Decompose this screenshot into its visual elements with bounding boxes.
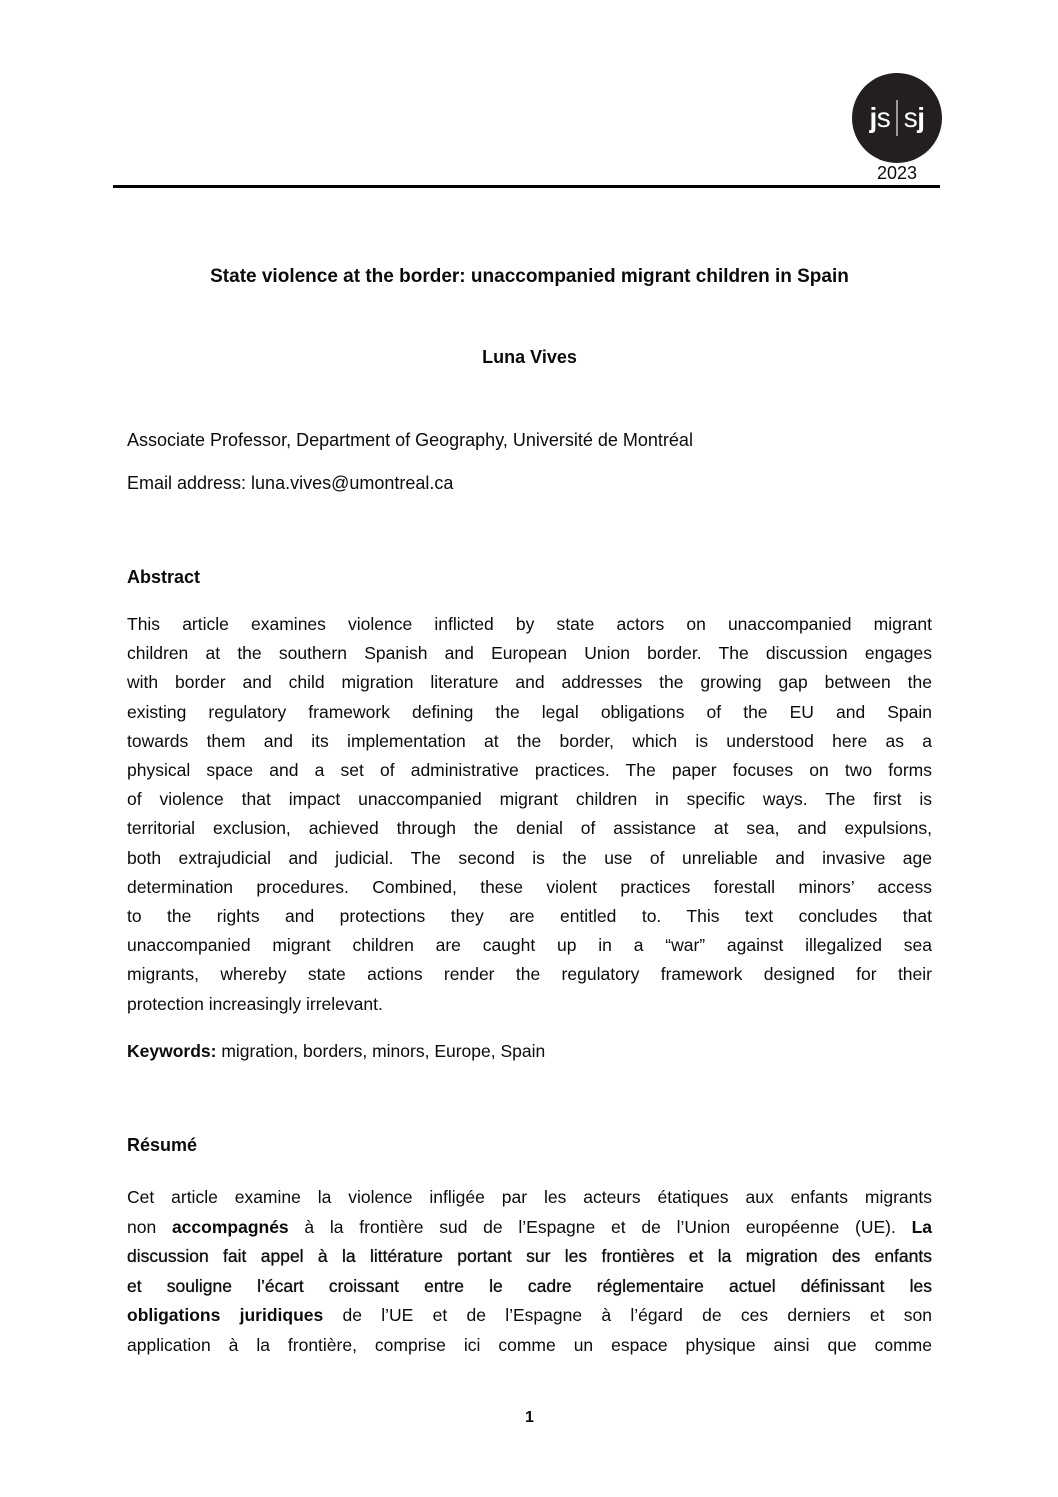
text-segment: s xyxy=(903,102,918,133)
text-line: to the rights and protections they are entitled to. This text concludes that xyxy=(127,906,932,927)
keywords-line xyxy=(127,1041,932,1062)
text-line: protection increasingly irrelevant. xyxy=(127,993,383,1014)
logo-divider xyxy=(896,100,898,136)
text-line xyxy=(127,1242,932,1272)
text-line: children at the southern Spanish and European Union border. The discussion engages xyxy=(127,643,932,664)
text-segment: non xyxy=(127,1216,172,1237)
journal-logo-text-right xyxy=(904,102,925,134)
text-segment: et souligne l’écart croissant entre le cadre réglementaire actuel définissant les xyxy=(127,1275,932,1296)
text-line xyxy=(127,1213,932,1243)
page-number: 1 xyxy=(525,1409,534,1426)
year-label: 2023 xyxy=(876,163,918,183)
text-line: determination procedures. Combined, these violent practices forestall minors’ access xyxy=(127,876,932,897)
text-segment: application à la frontière, comprise ici comme un espace physique ainsi que comme xyxy=(127,1334,932,1355)
text-segment: discussion fait appel à la littérature portant sur les frontières et la migration des enfants xyxy=(127,1246,932,1266)
text-line xyxy=(127,1272,932,1302)
text-segment: La xyxy=(911,1216,933,1237)
text-line xyxy=(127,1331,932,1361)
abstract-paragraph xyxy=(127,610,932,1019)
text-line xyxy=(127,1183,932,1213)
text-segment: accompagnés xyxy=(171,1216,289,1237)
paper-title: State violence at the border: unaccompanied migrant children in Spain xyxy=(210,266,849,287)
author-name: Luna Vives xyxy=(482,347,577,367)
text-line: This article examines violence inflicted by state actors on unaccompanied migrant xyxy=(127,614,932,634)
journal-logo xyxy=(852,73,942,163)
keywords-label: Keywords: xyxy=(127,1041,217,1061)
text-segment: j xyxy=(917,102,925,133)
text-line: existing regulatory framework defining the legal obligations of the EU and Spain xyxy=(127,701,932,722)
email-line: Email address: luna.vives@umontreal.ca xyxy=(127,473,454,493)
text-segment: s xyxy=(876,102,891,133)
text-line: physical space and a set of administrative practices. The paper focuses on two forms xyxy=(127,760,932,781)
header-rule xyxy=(113,185,940,188)
text-segment: de l’UE et de l’Espagne à l’égard de ces derniers et son xyxy=(323,1305,932,1325)
author-affiliation: Associate Professor, Department of Geography, Université de Montréal xyxy=(127,430,693,450)
text-segment: Cet article examine la violence infligée par les acteurs étatiques aux enfants migrants xyxy=(127,1187,932,1207)
text-line: of violence that impact unaccompanied migrant children in specific ways. The first is xyxy=(127,789,932,810)
text-line: towards them and its implementation at the border, which is understood here as a xyxy=(127,730,932,751)
text-line: territorial exclusion, achieved through the denial of assistance at sea, and expulsions, xyxy=(127,818,932,839)
journal-logo-text-left xyxy=(869,102,890,134)
text-line: unaccompanied migrant children are caught up in a “war” against illegalized sea xyxy=(127,935,932,956)
keywords-text: migration, borders, minors, Europe, Spain xyxy=(216,1041,546,1061)
text-segment: à la frontière sud de l’Espagne et de l’Union européenne (UE). xyxy=(288,1216,912,1237)
text-line: migrants, whereby state actions render the regulatory framework designed for their xyxy=(127,964,932,985)
resume-paragraph xyxy=(127,1183,932,1360)
text-line xyxy=(127,1301,932,1331)
resume-heading: Résumé xyxy=(127,1135,198,1155)
abstract-heading: Abstract xyxy=(127,567,201,587)
text-line: with border and child migration literature and addresses the growing gap between the xyxy=(127,672,932,693)
text-segment: obligations juridiques xyxy=(127,1305,324,1325)
text-line: both extrajudicial and judicial. The second is the use of unreliable and invasive age xyxy=(127,847,932,868)
text-segment: j xyxy=(869,102,877,133)
